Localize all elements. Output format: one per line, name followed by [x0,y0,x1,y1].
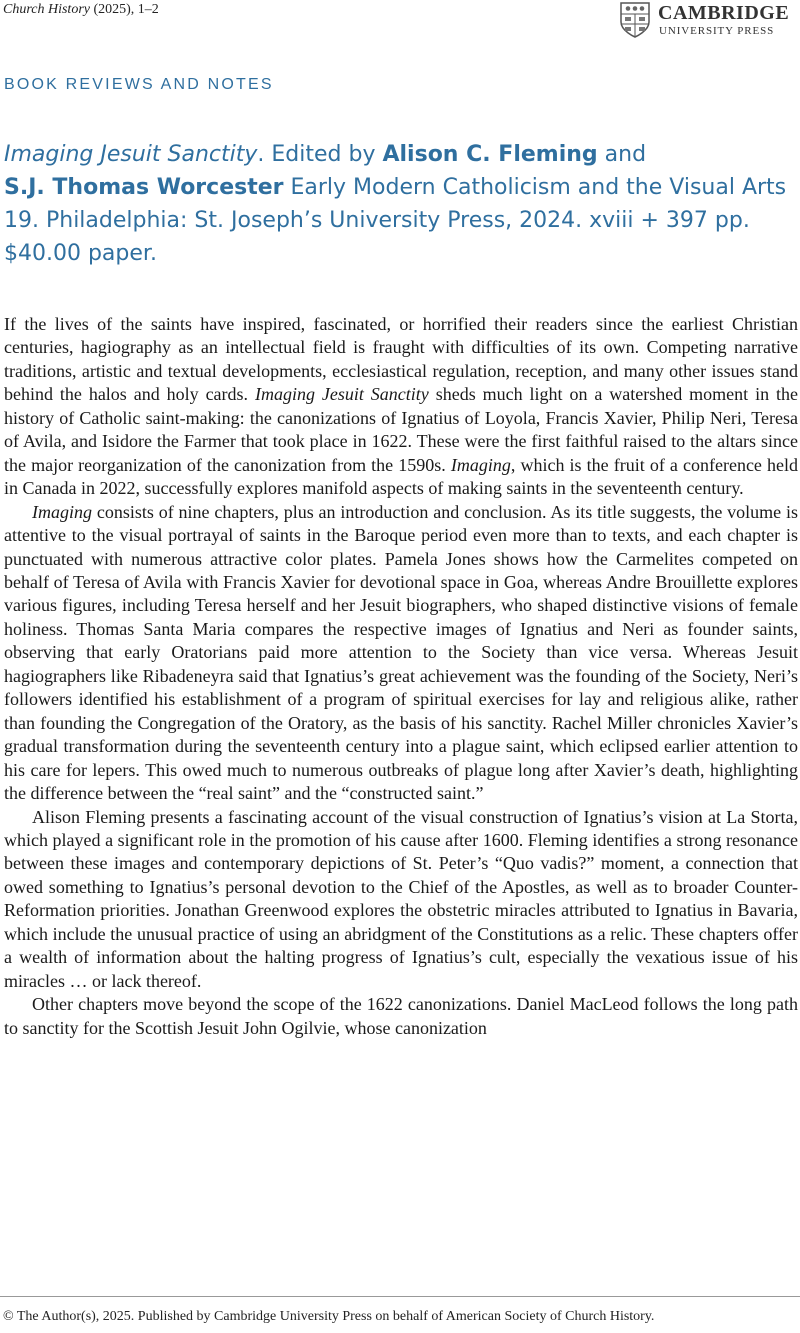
p1-text-b: sheds much light on a watershed moment in the history of Catholic saint-making: the canonizations of Ignatius of Loyola, Francis Xavier, Philip Neri, Teresa of Avila, and Isidore the Farmer that took place in 1622. These were the first faithful raised to the altars since the major reorganization of the canonization from the 1590s. [4,384,798,475]
running-head [3,2,159,18]
publisher-name: CAMBRIDGE [658,2,790,24]
paragraph-2 [4,501,798,806]
book-title: Imaging Jesuit Sanctity [4,142,258,167]
footer-divider [0,1296,800,1297]
p2-italic-short: Imaging [32,501,92,522]
p1-italic-short: Imaging [450,454,511,475]
copyright-footer: © The Author(s), 2025. Published by Cambridge University Press on behalf of American Society of Church History. [3,1309,655,1324]
publisher-subname: UNIVERSITY PRESS [659,25,775,37]
citation: (2025), 1–2 [89,2,159,17]
p1-text-a: If the lives of the saints have inspired, fascinated, or horrified their readers since the earliest Christian centuries, hagiography as an intellectual field is fraught with difficulties of its own. Competing narrative traditions, artistic and textual developments, ecclesiastical regulation, reception, and many other issues stand behind the halos and holy cards. [4,314,798,405]
crest-icon [620,2,650,38]
series-and-publication: Early Modern Catholicism and the Visual Arts 19. Philadelphia: St. Joseph’s University Press, 2024. xviii + 397 pp. $40.00 paper. [4,175,787,266]
p1-text-c: , which is the fruit of a conference held in Canada in 2022, successfully explores manifold aspects of making saints in the seventeenth century. [4,454,799,499]
review-heading [4,138,800,270]
p2-text: consists of nine chapters, plus an introduction and conclusion. As its title suggests, the volume is attentive to the visual portrayal of saints in the Baroque period even more than to texts, and each chapter is punctuated with numerous attractive color plates. Pamela Jones shows how the Carmelites competed on behalf of Teresa of Avila with Francis Xavier for devotional space in Goa, whereas Andre Brouillette explores various figures, including Teresa herself and her Jesuit biographers, who shaped distinctive visions of female holiness. Thomas Santa Maria compares the respective images of Ignatius and Neri as founder saints, observing that early Oratorians paid more attention to the Society than vice versa. Whereas Jesuit hagiographers like Ribadeneyra said that Ignatius’s great achievement was the founding of the Society, Neri’s followers identified his establishment of a program of spiritual exercises for lay and religious alike, rather than founding the Congregation of the Oratory, as the basis of his sanctity. Rachel Miller chronicles Xavier’s gradual transformation during the seventeenth century into a plague saint, which eclipsed earlier attention to his care for lepers. This owed much to numerous outbreaks of plague long after Xavier’s death, highlighting the difference between the “real saint” and the “constructed saint.” [4,501,798,804]
section-label: BOOK REVIEWS AND NOTES [4,76,274,93]
edited-by: . Edited by [257,142,383,167]
paragraph-4: Other chapters move beyond the scope of the 1622 canonizations. Daniel MacLeod follows the long path to sanctity for the Scottish Jesuit John Ogilvie, whose canonization [4,994,798,1038]
and-conjunction: and [597,142,647,167]
paragraph-1 [4,313,798,501]
editor-2: S.J. Thomas Worcester [4,175,284,200]
p1-italic-title: Imaging Jesuit Sanctity [254,384,429,405]
publisher-logo [620,2,800,42]
review-body [4,313,798,1040]
journal-name: Church History [3,2,90,17]
editor-1: Alison C. Fleming [382,142,598,167]
paragraph-3: Alison Fleming presents a fascinating account of the visual construction of Ignatius’s vision at La Storta, which played a significant role in the promotion of his cause after 1600. Fleming identifies a strong resonance between these images and contemporary depictions of St. Peter’s “Quo vadis?” moment, a connection that owed something to Ignatius’s personal devotion to the Chief of the Apostles, as well as to broader Counter-Reformation priorities. Jonathan Greenwood explores the obstetric miracles attributed to Ignatius in Bavaria, which include the unusual practice of using an abridgment of the Constitutions as a relic. These chapters offer a wealth of information about the halting progress of Ignatius’s cult, especially the vexatious issue of his miracles … or lack thereof. [4,806,798,991]
